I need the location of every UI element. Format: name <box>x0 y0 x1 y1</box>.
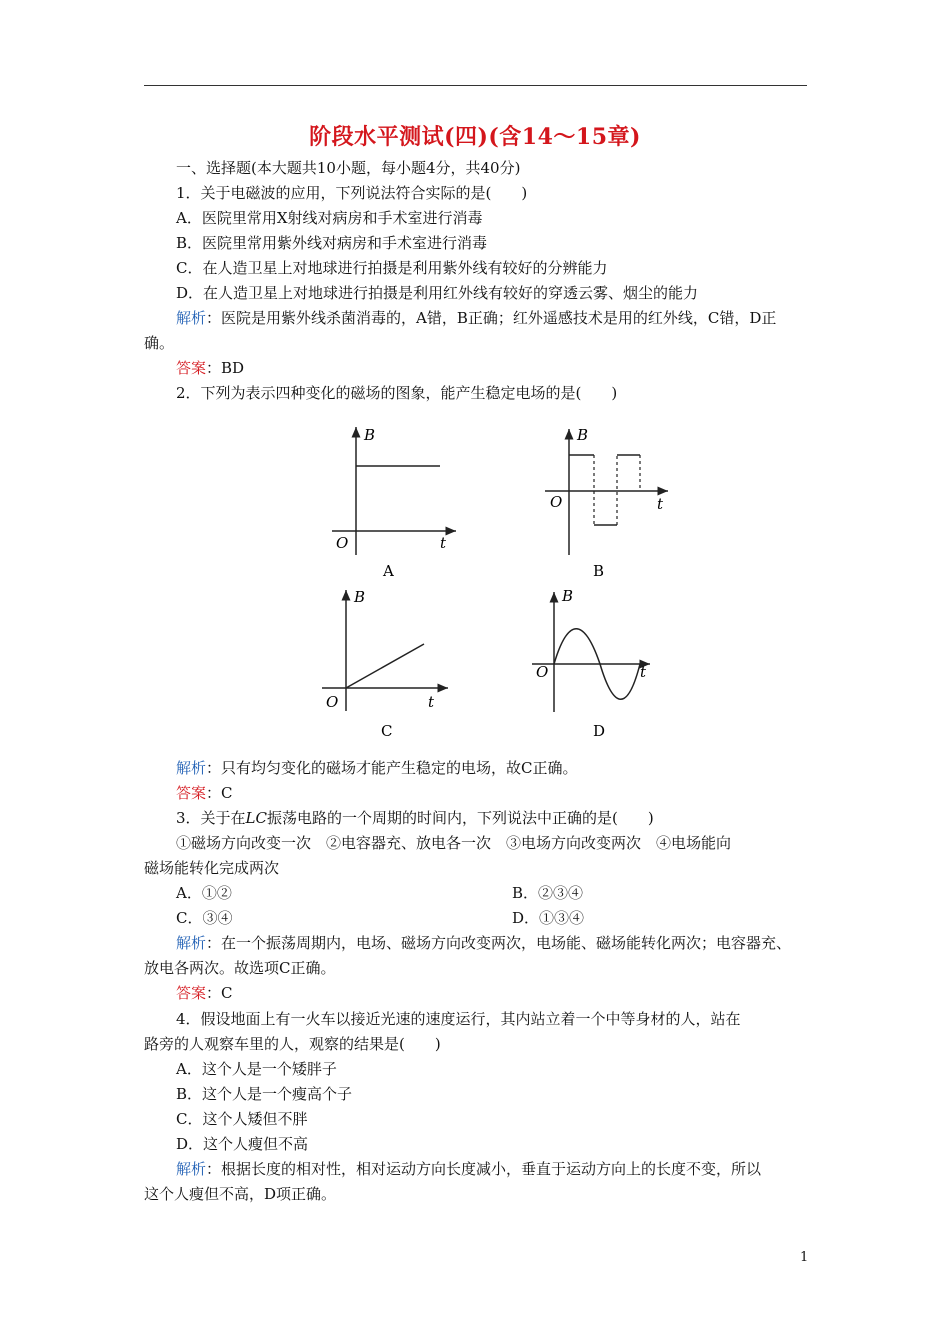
graph-a-axis-x: t <box>440 534 447 552</box>
graph-b-axis-y: B <box>577 426 589 444</box>
q2-answer-text: ：C <box>206 784 233 802</box>
q4-analysis <box>176 1159 761 1179</box>
analysis-label: 解析 <box>176 309 207 327</box>
graph-b-label: B <box>593 562 605 580</box>
q1-analysis-cont: 确。 <box>144 334 175 352</box>
q1-option-d: D．在人造卫星上对地球进行拍摄是利用红外线有较好的穿透云雾、烟尘的能力 <box>176 284 699 302</box>
q4-stem-cont: 路旁的人观察车里的人，观察的结果是( ) <box>144 1035 441 1053</box>
graph-d-axis-x: t <box>640 663 647 681</box>
q3-option-b: B．②③④ <box>512 884 584 902</box>
q1-answer-text: ：BD <box>206 359 245 377</box>
q3-analysis-text: ：在一个振荡周期内，电场、磁场方向改变两次，电场能、磁场能转化两次；电容器充、 <box>206 934 792 952</box>
q3-items-cont: 磁场能转化完成两次 <box>144 859 280 877</box>
q3-items: ①磁场方向改变一次 ②电容器充、放电各一次 ③电场方向改变两次 ④电场能向 <box>176 834 732 852</box>
q1-analysis <box>176 308 776 328</box>
graph-c-label: C <box>381 722 393 740</box>
q3-stem-pre: 3．关于在 <box>176 809 246 827</box>
q4-option-c: C．这个人矮但不胖 <box>176 1110 308 1128</box>
q1-analysis-text: ：医院是用紫外线杀菌消毒的，A错，B正确；红外遥感技术是用的红外线，C错，D正 <box>206 309 777 327</box>
q3-stem <box>176 808 654 828</box>
graph-d-axis-y: B <box>562 587 574 605</box>
analysis-label: 解析 <box>176 934 207 952</box>
q3-analysis <box>176 933 791 953</box>
q3-answer-text: ：C <box>206 984 233 1002</box>
q4-option-a: A．这个人是一个矮胖子 <box>176 1060 337 1078</box>
graph-c-origin: O <box>326 693 339 711</box>
q2-graphs <box>0 415 950 755</box>
graph-d <box>532 587 650 740</box>
q4-analysis-cont: 这个人瘦但不高，D项正确。 <box>144 1185 337 1203</box>
graph-b-axis-x: t <box>657 495 664 513</box>
q1-stem: 1．关于电磁波的应用，下列说法符合实际的是( ) <box>176 184 528 202</box>
graph-d-label: D <box>593 722 606 740</box>
q2-analysis <box>176 758 578 778</box>
answer-label: 答案 <box>176 784 207 802</box>
graph-a-origin: O <box>336 534 349 552</box>
graph-a-label: A <box>383 562 394 580</box>
q3-option-d: D．①③④ <box>512 909 585 927</box>
q3-option-a: A．①② <box>176 884 232 902</box>
graph-c-axis-y: B <box>354 588 366 606</box>
answer-label: 答案 <box>176 984 207 1002</box>
q4-analysis-text: ：根据长度的相对性，相对运动方向长度减小，垂直于运动方向上的长度不变，所以 <box>206 1160 762 1178</box>
section-heading: 一、选择题(本大题共10小题，每小题4分，共40分) <box>176 159 521 177</box>
graph-b-origin: O <box>550 493 563 511</box>
graph-b <box>545 426 668 580</box>
q1-option-c: C．在人造卫星上对地球进行拍摄是利用紫外线有较好的分辨能力 <box>176 259 608 277</box>
q1-option-b: B．医院里常用紫外线对病房和手术室进行消毒 <box>176 234 488 252</box>
q1-option-a: A．医院里常用X射线对病房和手术室进行消毒 <box>176 209 483 227</box>
q3-analysis-cont: 放电各两次。故选项C正确。 <box>144 959 336 977</box>
q4-option-b: B．这个人是一个瘦高个子 <box>176 1085 353 1103</box>
analysis-label: 解析 <box>176 1160 207 1178</box>
graph-a-axis-y: B <box>364 426 376 444</box>
graph-a <box>332 426 456 580</box>
page-number: 1 <box>800 1250 809 1265</box>
page-title: 阶段水平测试(四)(含14～15章) <box>309 124 641 150</box>
analysis-label: 解析 <box>176 759 207 777</box>
q1-answer <box>176 358 244 378</box>
q2-stem: 2．下列为表示四种变化的磁场的图象，能产生稳定电场的是( ) <box>176 384 618 402</box>
graph-c-axis-x: t <box>428 693 435 711</box>
q3-answer <box>176 983 233 1003</box>
q4-option-d: D．这个人瘦但不高 <box>176 1135 309 1153</box>
q4-stem: 4．假设地面上有一火车以接近光速的速度运行，其内站立着一个中等身材的人，站在 <box>176 1010 741 1028</box>
header-rule <box>144 85 807 86</box>
answer-label: 答案 <box>176 359 207 377</box>
q3-stem-lc: LC <box>245 809 267 827</box>
graph-c <box>322 588 448 740</box>
q2-answer <box>176 783 233 803</box>
graph-d-origin: O <box>536 663 549 681</box>
q2-analysis-text: ：只有均匀变化的磁场才能产生稳定的电场，故C正确。 <box>206 759 578 777</box>
q3-option-c: C．③④ <box>176 909 233 927</box>
q3-stem-post: 振荡电路的一个周期的时间内，下列说法中正确的是( ) <box>267 809 654 827</box>
